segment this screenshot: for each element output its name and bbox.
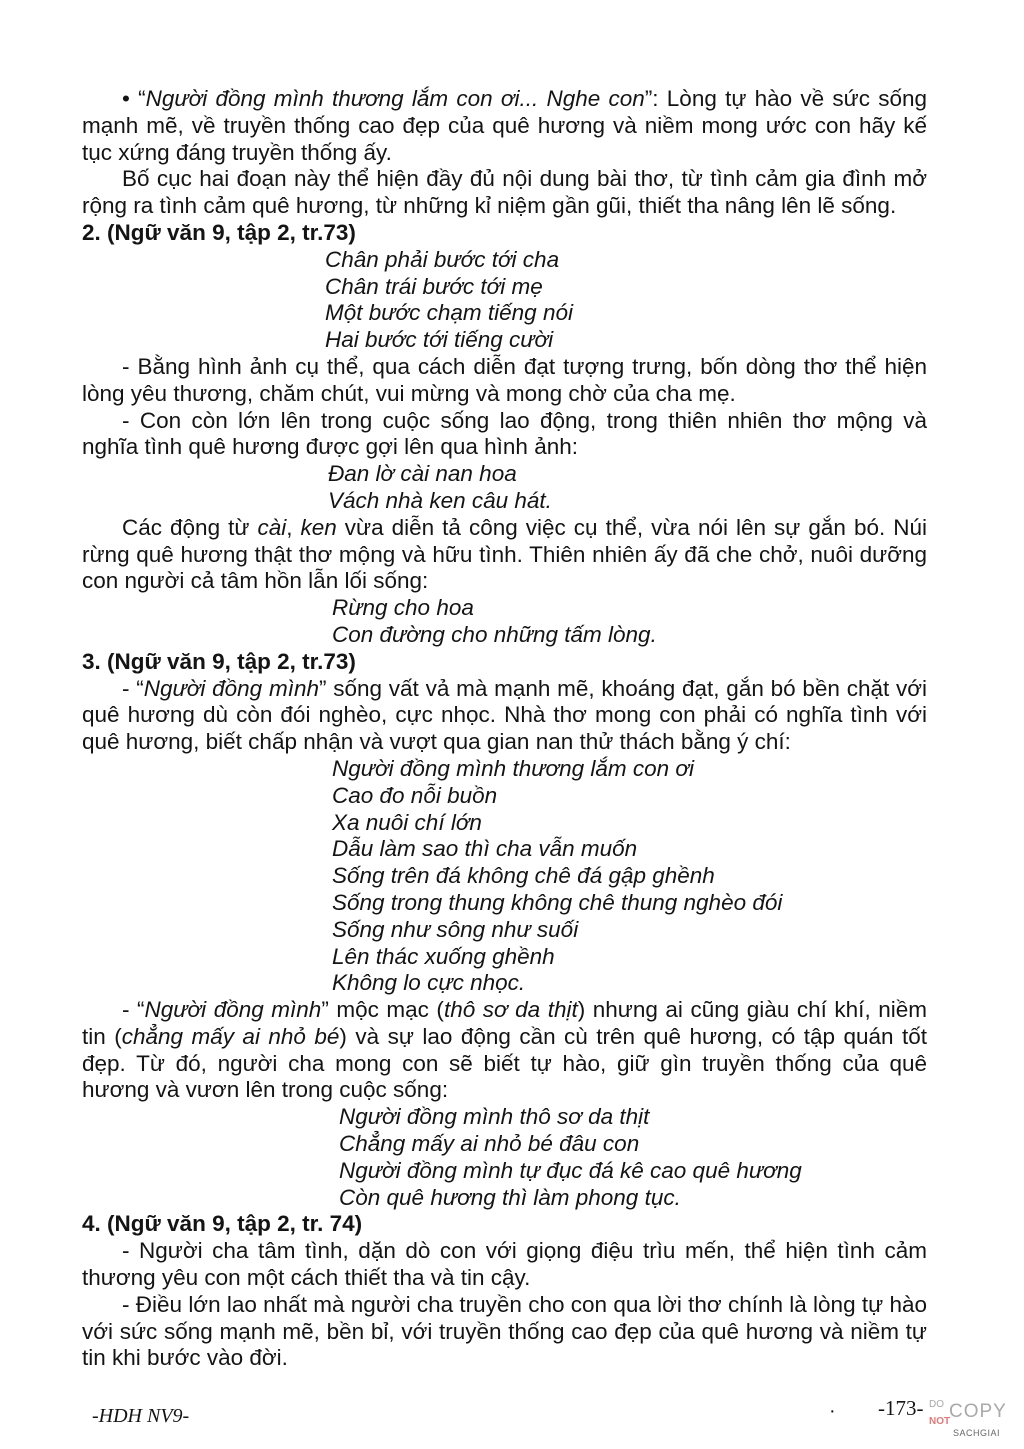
text: ” sống vất vả mà mạnh mẽ, khoáng đạt, gắn bó bền chặt với quê hương dù còn đói nghèo, cực nhọc. Nhà thơ mong con phải có nghĩa tình với quê hương, biết chấp nhận và vượt qua gian nan thử thách bằng ý chí: (82, 675, 927, 755)
verse-line: Sống trên đá không chê đá gập ghềnh (332, 863, 715, 889)
verse-line: Chân phải bước tới cha (325, 246, 560, 272)
section-heading-4: 4. (Ngữ văn 9, tập 2, tr. 74) (82, 1211, 363, 1237)
text: ”: Lòng tự hào về sức sống mạnh mẽ, về truyền thống cao đẹp của quê hương và niềm mong ước con hãy kế tục xứng đáng truyền thống ấy. (82, 86, 927, 165)
text: - “ (122, 675, 144, 701)
verse-line: Còn quê hương thì làm phong tục. (339, 1184, 681, 1210)
paragraph: - Bằng hình ảnh cụ thể, qua cách diễn đạt tượng trưng, bốn dòng thơ thể hiện lòng yêu thương, chăm chút, vui mừng và mong chờ của cha mẹ. (82, 353, 927, 406)
watermark-not: NOT (929, 1416, 951, 1427)
text: • “ (122, 86, 146, 111)
verse-line: Hai bước tới tiếng cười (325, 327, 554, 353)
verse-line: Cao đo nỗi buồn (332, 782, 498, 808)
verse-line: Người đồng mình tự đục đá kê cao quê hương (339, 1157, 802, 1183)
paragraph (82, 997, 927, 1104)
verse-line: Không lo cực nhọc. (332, 970, 526, 996)
text: Các động từ (122, 514, 258, 540)
verse-line: Chẳng mấy ai nhỏ bé đâu con (339, 1131, 640, 1157)
section-heading-2: 2. (Ngữ văn 9, tập 2, tr.73) (82, 219, 356, 245)
watermark-site: SACHGIAI (953, 1428, 1001, 1438)
verse-line: Lên thác xuống ghềnh (332, 943, 555, 969)
paragraph: Bố cục hai đoạn này thể hiện đầy đủ nội dung bài thơ, từ tình cảm gia đình mở rộng ra tình cảm quê hương, từ những kỉ niệm gần gũi, thiết tha nâng lên lẽ sống. (82, 166, 927, 219)
page-content (82, 86, 927, 1372)
italic-quote: chẳng mấy ai nhỏ bé (121, 1023, 340, 1049)
verse-line: Sống như sông như suối (332, 916, 579, 942)
text: , (286, 514, 301, 540)
paragraph (82, 676, 927, 756)
watermark-logo (929, 1400, 1015, 1444)
verse-line: Người đồng mình thương lắm con ơi (332, 755, 694, 781)
section-heading-3: 3. (Ngữ văn 9, tập 2, tr.73) (82, 648, 356, 674)
text: ” mộc mạc ( (321, 997, 444, 1023)
italic-quote: Người đồng mình (144, 997, 322, 1023)
text: - “ (122, 997, 145, 1023)
text: vừa diễn tả công việc cụ thể, vừa nói lên sự gắn bó. Núi rừng quê hương thật thơ mộng và hữu tình. Thiên nhiên ấy đã che chở, nuôi dưỡng con người cả tâm hồn lẫn lối sống: (82, 514, 927, 594)
verse-line: Con đường cho những tấm lòng. (332, 621, 657, 647)
verse-line: Rừng cho hoa (332, 595, 474, 621)
italic-quote: Người đồng mình (143, 675, 319, 701)
italic-word: ken (300, 514, 337, 540)
text: ) nhưng ai cũng giàu chí khí, niềm tin ( (82, 997, 927, 1049)
verse-line: Sống trong thung không chê thung nghèo đói (332, 889, 783, 915)
verse-line: Dẫu làm sao thì cha vẫn muốn (332, 836, 638, 862)
text: ) và sự lao động cần cù trên quê hương, có tập quán tốt đẹp. Từ đó, người cha mong con sẽ biết tự hào, giữ gìn truyền thống của quê hương và vươn lên trong cuộc sống: (82, 1023, 928, 1103)
italic-word: cài (257, 514, 287, 540)
paragraph: - Con còn lớn lên trong cuộc sống lao động, trong thiên nhiên thơ mộng và nghĩa tình quê hương được gợi lên qua hình ảnh: (82, 407, 927, 460)
paragraph (82, 86, 927, 166)
verse-line: Một bước chạm tiếng nói (325, 300, 573, 326)
watermark-do: DO (929, 1399, 944, 1410)
verse-line: Vách nhà ken câu hát. (328, 487, 552, 513)
page-number: -173- (878, 1396, 924, 1420)
italic-quote: Người đồng mình thương lắm con ơi... Nghe con (145, 86, 645, 111)
verse-line: Chân trái bước tới mẹ (325, 273, 543, 299)
footer-book-code: -HDH NV9- (92, 1405, 190, 1427)
footer-dot: · (829, 1400, 836, 1422)
italic-quote: thô sơ da thịt (443, 997, 578, 1023)
verse-line: Đan lờ cài nan hoa (328, 461, 517, 487)
paragraph (82, 515, 927, 595)
paragraph: - Người cha tâm tình, dặn dò con với giọng điệu trìu mến, thể hiện tình cảm thương yêu con một cách thiết tha và tin cậy. (82, 1238, 927, 1291)
verse-line: Xa nuôi chí lớn (332, 809, 482, 835)
watermark-copy: COPY (949, 1401, 1007, 1422)
paragraph: - Điều lớn lao nhất mà người cha truyền cho con qua lời thơ chính là lòng tự hào với sức sống mạnh mẽ, bền bỉ, với truyền thống cao đẹp của quê hương và niềm tự tin khi bước vào đời. (82, 1291, 927, 1371)
verse-line: Người đồng mình thô sơ da thịt (339, 1104, 650, 1130)
